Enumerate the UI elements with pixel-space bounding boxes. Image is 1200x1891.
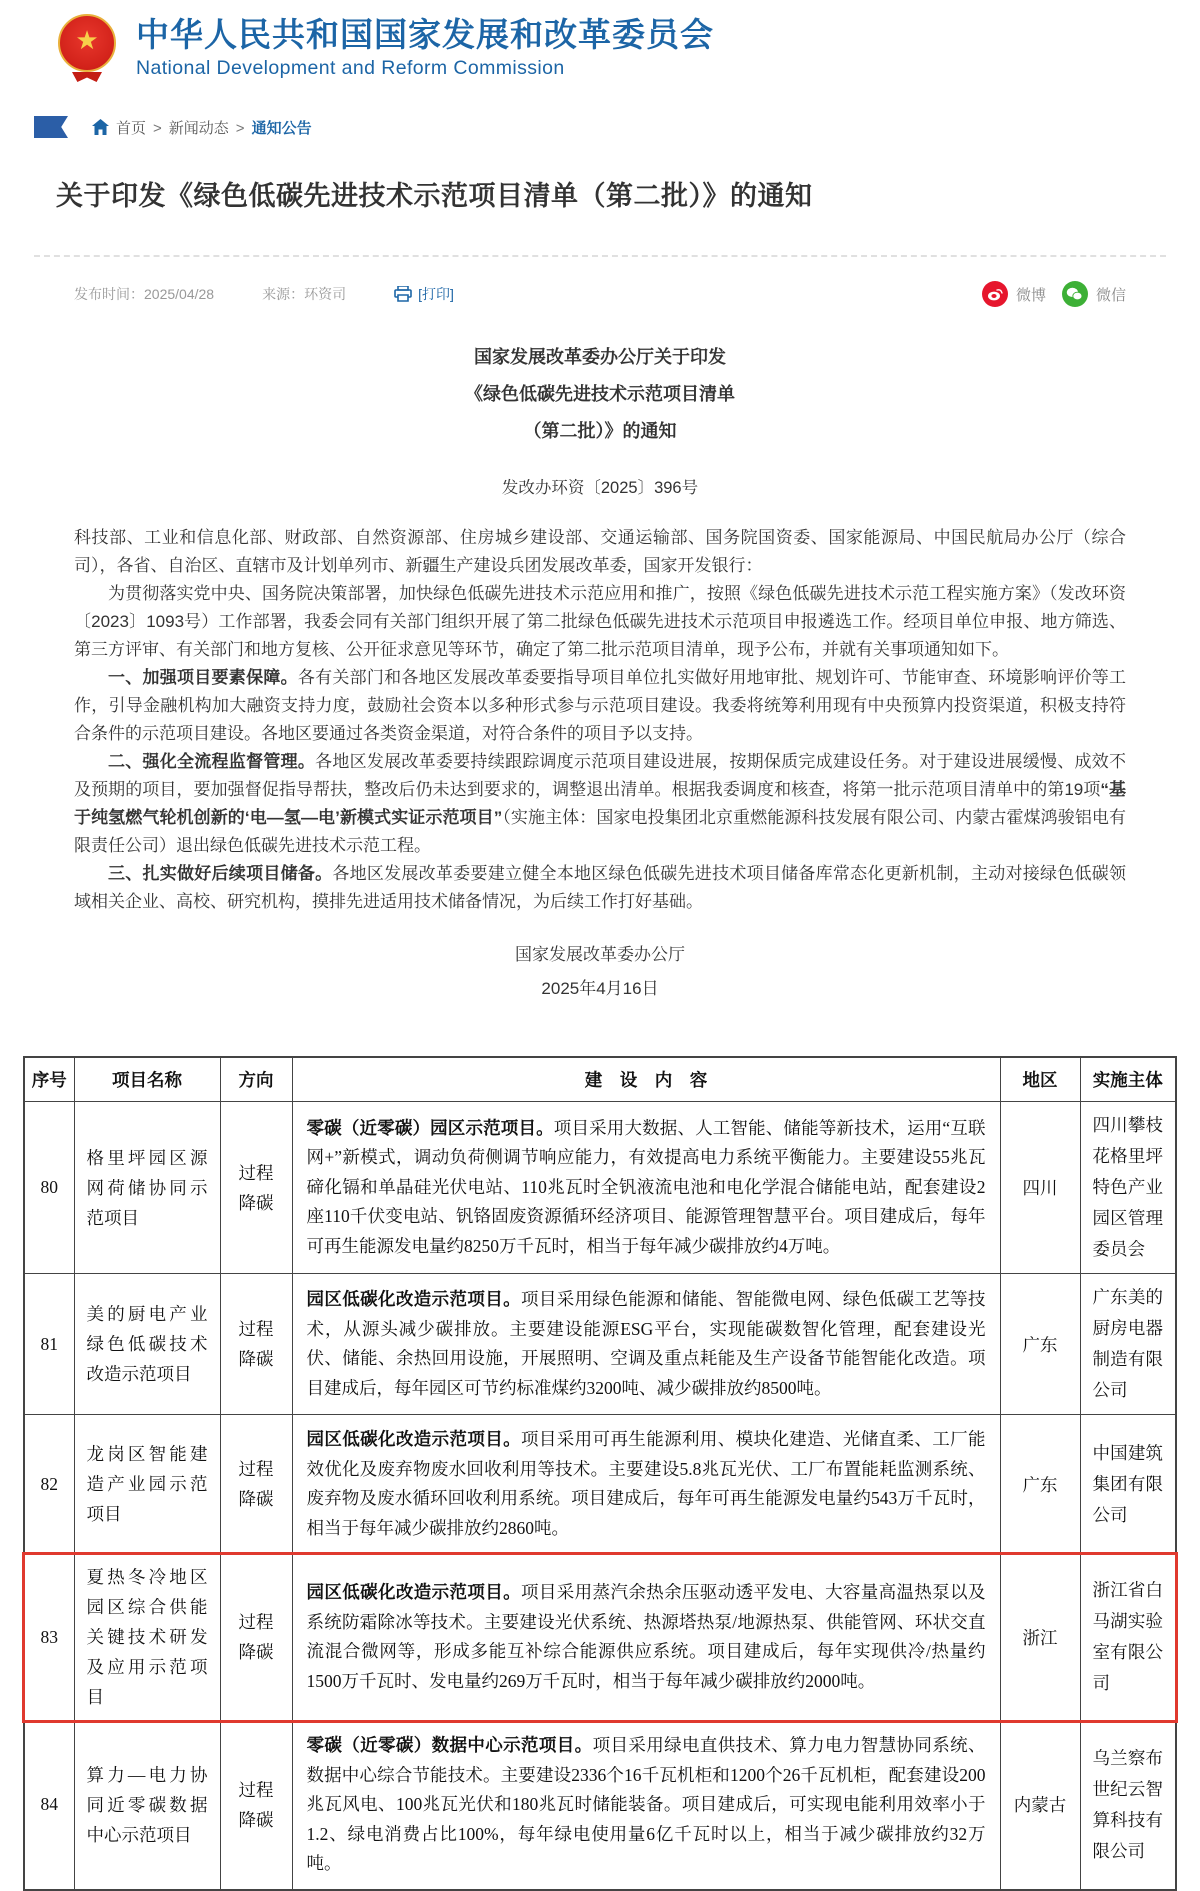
share-buttons (982, 281, 1126, 307)
cell-content: 零碳（近零碳）数据中心示范项目。项目采用绿电直供技术、算力电力智慧协同系统、数据中心综合节能技术。主要建设2336个16千瓦机柜和1200个26千瓦机柜，配套建设200兆瓦风电、100兆瓦光伏和180兆瓦时储能装备。项目建成后，可实现电能利用效率小于1.2、绿电消费占比100%，每年绿电使用量6亿千瓦时以上，相当于减少碳排放约32万吨。 (292, 1721, 1000, 1890)
cell-entity: 乌兰察布世纪云智算科技有限公司 (1080, 1721, 1176, 1890)
page-title: 关于印发《绿色低碳先进技术示范项目清单（第二批）》的通知 (56, 181, 813, 211)
table-body (24, 1102, 1176, 1890)
cell-project-name: 算力—电力协同近零碳数据中心示范项目 (74, 1721, 220, 1890)
breadcrumb-items (116, 117, 312, 138)
breadcrumb-item[interactable]: 通知公告 (251, 119, 312, 137)
doc-heading-line: 国家发展改革委办公厅关于印发 (474, 347, 726, 367)
printer-icon (394, 286, 412, 302)
source: 来源： 环资司 (262, 286, 347, 302)
body-paragraph: 二、强化全流程监督管理。各地区发展改革委要持续跟踪调度示范项目建设进展，按期保质完成建设任务。对于建设进展缓慢、成效不及预期的项目，要加强督促指导帮扶，整改后仍未达到要求的，调整退出清单。根据我委调度和核查，将第一批示范项目清单中的第19项“基于纯氢燃气轮机创新的‘电—氢—电’新模式实证示范项目”（实施主体：国家电投集团北京重燃能源科技发展有限公司、内蒙古霍煤鸿骏铝电有限责任公司）退出绿色低碳先进技术示范工程。 (74, 752, 1127, 855)
site-title (136, 16, 714, 80)
signature-block (0, 938, 1200, 1006)
body-paragraph: 科技部、工业和信息化部、财政部、自然资源部、住房城乡建设部、交通运输部、国务院国资委、国家能源局、中国民航局办公厅（综合司），各省、自治区、直辖市及计划单列市、新疆生产建设兵团发展改革委，国家开发银行： (74, 528, 1126, 575)
document-heading (0, 339, 1200, 450)
project-list-table (23, 1056, 1177, 1891)
body-paragraph: 一、加强项目要素保障。各有关部门和各地区发展改革委要指导项目单位扎实做好用地审批、规划许可、节能审查、环境影响评价等工作，引导金融机构加大融资支持力度，鼓励社会资本以多种形式参与示范项目建设。我委将统筹利用现有中央预算内投资渠道，积极支持符合条件的示范项目建设。各地区要通过各类资金渠道，对符合条件的项目予以支持。 (74, 668, 1127, 743)
share-weibo-button[interactable]: 微博 (982, 281, 1046, 307)
signature-line: 2025年4月16日 (541, 979, 659, 998)
cell-region: 广东 (1000, 1274, 1080, 1415)
table-header-cell: 方向 (220, 1057, 292, 1102)
cell-no: 80 (24, 1102, 74, 1274)
cell-no: 83 (24, 1554, 74, 1721)
print-button[interactable]: [打印] (394, 284, 454, 304)
table-row (24, 1102, 1176, 1274)
cell-direction: 过程降碳 (220, 1102, 292, 1274)
table-row-highlighted (24, 1554, 1176, 1721)
cell-entity: 四川攀枝花格里坪特色产业园区管理委员会 (1080, 1102, 1176, 1274)
cell-content: 园区低碳化改造示范项目。项目采用可再生能源利用、模块化建造、光储直柔、工厂能效优化及废弃物废水回收利用等技术。主要建设5.8兆瓦光伏、工厂布置能耗监测系统、废弃物及废水循环回收利用系统。项目建成后，每年可再生能源发电量约543万千瓦时，相当于每年减少碳排放约2860吨。 (292, 1415, 1000, 1554)
cell-region: 内蒙古 (1000, 1721, 1080, 1890)
table-header-cell: 建 设 内 容 (292, 1057, 1000, 1102)
table-header-cell: 地区 (1000, 1057, 1080, 1102)
cell-direction: 过程降碳 (220, 1721, 292, 1890)
table-header-cell: 序号 (24, 1057, 74, 1102)
table-row (24, 1415, 1176, 1554)
emblem-ribbon (72, 72, 102, 82)
emblem-star-icon: ★ (75, 25, 99, 55)
table-header-cell: 项目名称 (74, 1057, 220, 1102)
site-title-en: National Development and Reform Commission (136, 56, 565, 79)
cell-entity: 广东美的厨房电器制造有限公司 (1080, 1274, 1176, 1415)
cell-region: 浙江 (1000, 1554, 1080, 1721)
cell-entity: 中国建筑集团有限公司 (1080, 1415, 1176, 1554)
cell-no: 81 (24, 1274, 74, 1415)
cell-project-name: 夏热冬冷地区园区综合供能关键技术研发及应用示范项目 (74, 1554, 220, 1721)
table-row (24, 1274, 1176, 1415)
signature-line: 国家发展改革委办公厅 (515, 945, 685, 964)
cell-content: 园区低碳化改造示范项目。项目采用绿色能源和储能、智能微电网、绿色低碳工艺等技术，从源头减少碳排放。主要建设能源ESG平台，实现能碳数智化管理，配套建设光伏、储能、余热回用设施，开展照明、空调及重点耗能及生产设备节能智能化改造。项目建成后，每年园区可节约标准煤约3200吨、减少碳排放约8500吨。 (292, 1274, 1000, 1415)
document-number: 发改办环资〔2025〕396号 (501, 479, 699, 497)
cell-direction: 过程降碳 (220, 1554, 292, 1721)
cell-region: 四川 (1000, 1102, 1080, 1274)
cell-project-name: 格里坪园区源网荷储协同示范项目 (74, 1102, 220, 1274)
table-header-cell: 实施主体 (1080, 1057, 1176, 1102)
site-title-cn: 中华人民共和国国家发展和改革委员会 (136, 16, 714, 54)
share-wechat-button[interactable]: 微信 (1062, 281, 1126, 307)
document-body (74, 524, 1126, 916)
publish-time: 发布时间： 2025/04/28 (74, 286, 215, 302)
national-emblem-logo (58, 14, 118, 82)
weibo-icon (982, 281, 1008, 307)
table-row (24, 1721, 1176, 1890)
table-header-row (24, 1057, 1176, 1102)
doc-heading-line: 《绿色低碳先进技术示范项目清单 (465, 384, 735, 404)
body-paragraph: 为贯彻落实党中央、国务院决策部署，加快绿色低碳先进技术示范应用和推广，按照《绿色低碳先进技术示范工程实施方案》（发改环资〔2023〕1093号）工作部署，我委会同有关部门组织开展了第二批绿色低碳先进技术示范项目申报遴选工作。经项目单位申报、地方筛选、第三方评审、有关部门和地方复核、公开征求意见等环节，确定了第二批示范项目清单，现予公布，并就有关事项通知如下。 (74, 584, 1126, 659)
cell-direction: 过程降碳 (220, 1415, 292, 1554)
home-icon[interactable] (92, 119, 109, 135)
divider (34, 255, 1166, 257)
doc-heading-line: （第二批）》的通知 (523, 421, 677, 441)
cell-content: 园区低碳化改造示范项目。项目采用蒸汽余热余压驱动透平发电、大容量高温热泵以及系统防霜除冰等技术。主要建设光伏系统、热源塔热泵/地源热泵、供能管网、环状交直流混合微网等，形成多能互补综合能源供应系统。项目建成后，每年实现供冷/热量约1500万千瓦时、发电量约269万千瓦时，相当于每年减少碳排放约2000吨。 (292, 1554, 1000, 1721)
cell-region: 广东 (1000, 1415, 1080, 1554)
article-meta (74, 281, 1126, 307)
breadcrumb-item[interactable]: 首页 (116, 119, 147, 137)
site-header (0, 0, 1200, 82)
cell-no: 84 (24, 1721, 74, 1890)
cell-no: 82 (24, 1415, 74, 1554)
cell-project-name: 龙岗区智能建造产业园示范项目 (74, 1415, 220, 1554)
body-paragraph: 三、扎实做好后续项目储备。各地区发展改革委要建立健全本地区绿色低碳先进技术项目储备库常态化更新机制，主动对接绿色低碳领域相关企业、高校、研究机构，摸排先进适用技术储备情况，为后续工作打好基础。 (74, 864, 1127, 911)
wechat-icon (1062, 281, 1088, 307)
breadcrumb (34, 116, 1200, 138)
breadcrumb-separator: > (235, 119, 245, 137)
cell-project-name: 美的厨电产业绿色低碳技术改造示范项目 (74, 1274, 220, 1415)
section-flag-icon (34, 116, 68, 138)
cell-direction: 过程降碳 (220, 1274, 292, 1415)
breadcrumb-separator: > (153, 119, 162, 137)
breadcrumb-item[interactable]: 新闻动态 (168, 119, 229, 137)
cell-content: 零碳（近零碳）园区示范项目。项目采用大数据、人工智能、储能等新技术，运用“互联网+”新模式，调动负荷侧调节响应能力，有效提高电力系统平衡能力。主要建设55兆瓦碲化镉和单晶硅光伏电站、110兆瓦时全钒液流电池和电化学混合储能电站，配套建设2座110千伏变电站、钒铬固废资源循环经济项目、能源管理智慧平台。项目建成后，每年可再生能源发电量约8250万千瓦时，相当于每年减少碳排放约4万吨。 (292, 1102, 1000, 1274)
cell-entity: 浙江省白马湖实验室有限公司 (1080, 1554, 1176, 1721)
